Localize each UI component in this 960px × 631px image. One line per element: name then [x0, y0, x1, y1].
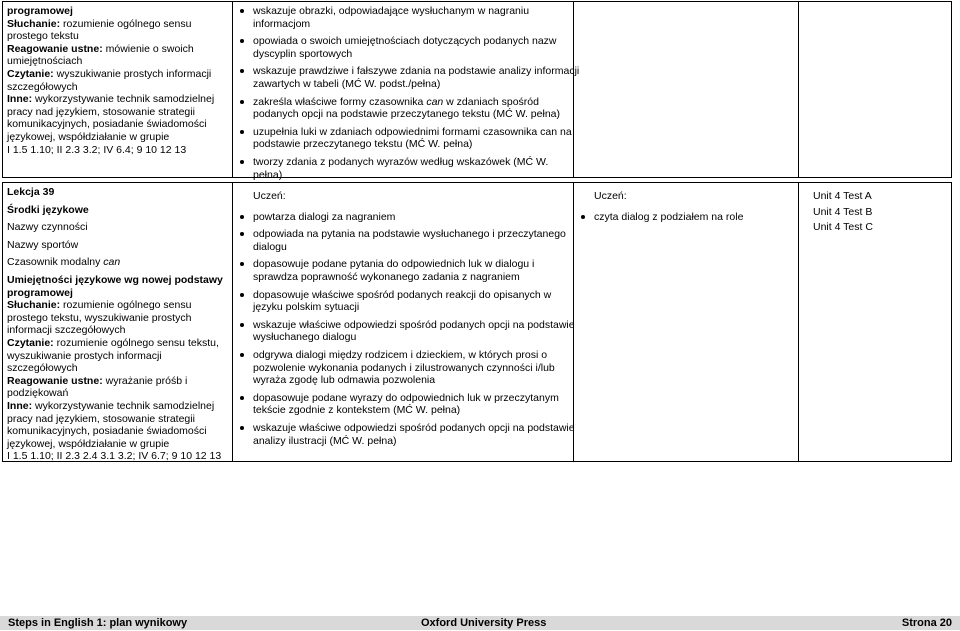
outcome-line: [253, 362, 569, 375]
lesson-39-row: [2, 182, 952, 462]
student-heading-2: Uczeń:: [594, 190, 627, 202]
text-line: [7, 324, 228, 337]
outcome-line: [253, 108, 569, 121]
top-empty-cell-2: [799, 2, 953, 177]
line-text: podanych opcji na podstawie przeczytanego tekstu (MĆ W. pełna): [253, 108, 560, 121]
bold-label: Inne:: [7, 93, 33, 106]
line-text: analizy ilustracji (MĆ W. pełna): [253, 434, 397, 447]
text-line: [7, 400, 228, 413]
outcome-item: [253, 228, 569, 253]
outcome-item: [253, 421, 575, 447]
italic-term: can: [103, 256, 121, 269]
text-line: [7, 425, 228, 438]
footer-page-number: Strona 20: [901, 617, 952, 629]
tests-cell: [799, 183, 953, 461]
line-text: pracy nad językiem, stosowanie strategii: [7, 412, 195, 425]
line-text: rozumienie ogólnego sensu: [60, 17, 192, 30]
text-line: [7, 239, 228, 252]
outcome-line: [253, 258, 569, 271]
outcome-line: [253, 18, 569, 31]
student-heading: Uczeń:: [253, 190, 286, 202]
bold-label: Reagowanie ustne:: [7, 374, 103, 387]
line-text: szczegółowych: [7, 80, 78, 93]
outcome-item: [253, 156, 569, 181]
outcome-item: [253, 349, 569, 387]
bold-label: Słuchanie:: [7, 299, 61, 312]
line-text: podstawie przeczytanego tekstu (MĆ W. pełna): [253, 138, 473, 151]
line-text: informacji szczegółowych: [7, 324, 126, 337]
bold-label: Umiejętności językowe wg nowej podstawy: [7, 273, 223, 286]
outcome-line: [253, 271, 569, 284]
footer-title: Steps in English 1: plan wynikowy: [8, 617, 188, 629]
outcome-line: [253, 5, 569, 18]
outcome-item: [253, 96, 569, 121]
top-empty-cell: [574, 2, 799, 177]
text-line: [7, 131, 228, 144]
text-line: [7, 5, 228, 18]
top-table-fragment: [2, 1, 952, 181]
line-text: wyszukiwanie prostych informacji: [53, 67, 212, 80]
text-line: [7, 256, 228, 269]
line-text: mówienie o swoich: [102, 42, 194, 55]
text-line: [7, 287, 228, 300]
outcome-line: [253, 125, 572, 139]
basic-outcomes-cell: [233, 183, 574, 461]
line-text: umiejętnościach: [7, 55, 83, 68]
outcome-item: [253, 211, 569, 224]
outcome-item: [253, 392, 569, 417]
line-text: dopasowuje podane pytania do odpowiednich luk w dialogu i: [253, 258, 535, 271]
text-line: [7, 144, 228, 157]
outcome-line: [253, 404, 569, 417]
text-line: [7, 274, 228, 287]
line-text: wyrażanie próśb i: [102, 374, 188, 387]
line-text: językowej, współdziałanie w grupie: [7, 130, 170, 143]
text-line: [7, 43, 228, 56]
outcome-line: [253, 301, 569, 314]
text-line: [7, 350, 228, 363]
extended-outcomes-cell: [574, 183, 799, 461]
line-text: językowej, współdziałanie w grupie: [7, 437, 170, 450]
text-line: [7, 387, 228, 400]
bold-label: Reagowanie ustne:: [7, 42, 103, 55]
outcome-line: [253, 374, 569, 387]
line-text: wyraża zgodę lub odmawia pozwolenia: [253, 374, 436, 387]
text-line: [7, 118, 228, 131]
outcome-line: [253, 138, 569, 151]
outcome-item: [594, 211, 794, 224]
bold-label: programowej: [7, 5, 73, 17]
line-text: I 1.5 1.10; II 2.3 2.4 3.1 3.2; IV 6.7; 9 10 12 13: [7, 450, 222, 463]
line-text: szczegółowych: [7, 362, 78, 375]
outcome-item: [253, 65, 580, 90]
text-line: [7, 81, 228, 94]
outcome-item: [253, 258, 569, 283]
outcome-item: [253, 35, 569, 60]
text-line: [7, 450, 228, 463]
text-line: [7, 106, 228, 119]
text-line: [7, 375, 228, 388]
top-skills-cell: [3, 2, 233, 177]
test-item: Unit 4 Test B: [813, 205, 873, 218]
line-text: zakreśla właściwe formy czasownika: [253, 95, 427, 108]
line-text: wykorzystywanie technik samodzielnej: [32, 93, 215, 106]
top-outcomes-cell: [233, 2, 580, 181]
line-text: wykorzystywanie technik samodzielnej: [32, 399, 215, 412]
line-text: powtarza dialogi za nagraniem: [253, 210, 396, 223]
line-text: podziękowań: [7, 387, 69, 400]
outcome-line: [253, 289, 569, 302]
outcome-line: [253, 211, 569, 224]
bold-label: programowej: [7, 286, 73, 299]
outcome-line: [253, 392, 569, 405]
text-line: [7, 221, 228, 234]
line-text: rozumienie ogólnego sensu tekstu,: [53, 336, 219, 349]
text-line: [7, 299, 228, 312]
line-text: pełna): [253, 168, 283, 181]
outcome-line: [253, 35, 569, 48]
outcome-line: [253, 228, 569, 241]
outcome-item: [253, 318, 575, 344]
line-text: wysłuchanego dialogu: [253, 331, 357, 344]
line-text: Nazwy czynności: [7, 221, 88, 234]
text-line: [7, 413, 228, 426]
outcome-line: [253, 349, 569, 362]
outcome-item: [253, 125, 572, 151]
line-text: Nazwy sportów: [7, 238, 79, 251]
outcome-line: [253, 156, 569, 169]
line-text: tekście zgodnie z kontekstem (MĆ W. pełna): [253, 404, 461, 417]
outcome-line: [253, 318, 575, 332]
outcome-line: [253, 435, 569, 448]
line-text: wskazuje prawdziwe i fałszywe zdania na podstawie analizy informacji: [253, 65, 580, 78]
bold-label: Środki językowe: [7, 203, 89, 216]
line-text: dopasowuje podane wyrazy do odpowiednich luk w przeczytanym: [253, 391, 559, 404]
text-line: [7, 362, 228, 375]
test-item: Unit 4 Test C: [813, 221, 873, 234]
outcome-line: [594, 211, 794, 224]
line-text: odpowiada na pytania na podstawie wysłuchanego i przeczytanego: [253, 228, 566, 241]
line-text: komunikacyjnych, posiadanie świadomości: [7, 425, 207, 438]
outcome-line: [253, 78, 569, 91]
line-text: prostego tekstu, wyszukiwanie prostych: [7, 311, 192, 324]
line-text: zawartych w tabeli (MĆ W. podst./pełna): [253, 77, 441, 90]
outcome-line: [253, 65, 580, 78]
outcome-line: [253, 241, 569, 254]
line-text: czyta dialog z podziałem na role: [594, 210, 744, 223]
text-line: [7, 55, 228, 68]
line-text: uzupełnia luki w zdaniach odpowiednimi formami czasownika can na: [253, 125, 572, 138]
outcome-item: [253, 5, 569, 30]
line-text: języku polskim sytuacji: [253, 301, 360, 314]
basic-outcomes-list: [233, 210, 575, 448]
bold-label: Lekcja 39: [7, 186, 55, 198]
outcome-item: [253, 289, 569, 314]
top-outcomes-list: [253, 5, 580, 181]
bold-label: Inne:: [7, 399, 33, 412]
text-line: [7, 438, 228, 451]
line-text: dialogu: [253, 240, 287, 253]
outcome-line: [253, 96, 569, 109]
text-line: [7, 312, 228, 325]
extended-outcomes-list: [574, 211, 794, 224]
line-text: rozumienie ogólnego sensu: [60, 299, 192, 312]
line-text: pozwolenie wykonania podanych i zilustrowanych czynności i/lub: [253, 361, 555, 374]
line-text: komunikacyjnych, posiadanie świadomości: [7, 118, 207, 131]
line-text: wskazuje właściwe odpowiedzi spośród podanych opcji na podstawie: [253, 421, 575, 434]
line-text: wskazuje właściwe odpowiedzi spośród podanych opcji na podstawie: [253, 318, 575, 331]
line-text: wyszukiwanie prostych informacji: [7, 349, 162, 362]
line-text: pracy nad językiem, stosowanie strategii: [7, 105, 195, 118]
line-text: sprawdza poprawność wykonanego zadania z nagraniem: [253, 270, 520, 283]
line-text: wskazuje obrazki, odpowiadające wysłuchanym w nagraniu: [253, 5, 530, 17]
outcome-line: [253, 48, 569, 61]
line-text: Czasownik modalny: [7, 256, 104, 269]
text-line: [7, 204, 228, 217]
line-text: dopasowuje właściwe spośród podanych reakcji do opisanych w: [253, 288, 552, 301]
italic-term: can: [426, 95, 444, 108]
text-line: [7, 18, 228, 31]
outcome-line: [253, 421, 575, 435]
line-text: I 1.5 1.10; II 2.3 3.2; IV 6.4; 9 10 12 13: [7, 143, 187, 156]
test-item: Unit 4 Test A: [813, 190, 872, 202]
footer-publisher: Oxford University Press: [421, 617, 547, 629]
line-text: prostego tekstu: [7, 30, 79, 43]
tests-list: [813, 190, 949, 234]
bold-label: Czytanie:: [7, 67, 54, 80]
bold-label: Czytanie:: [7, 336, 54, 349]
line-text: informacjom: [253, 17, 311, 30]
line-text: w zdaniach spośród: [443, 95, 539, 108]
line-text: odgrywa dialogi między rodzicem i dzieckiem, w których prosi o: [253, 348, 548, 361]
text-line: [7, 30, 228, 43]
text-line: [7, 68, 228, 81]
line-text: dyscyplin sportowych: [253, 47, 353, 60]
text-line: [7, 186, 228, 199]
lesson-content-cell: [3, 183, 233, 461]
text-line: [7, 93, 228, 106]
line-text: opowiada o swoich umiejętnościach dotyczących podanych nazw: [253, 35, 557, 48]
bold-label: Słuchanie:: [7, 17, 61, 30]
line-text: tworzy zdania z podanych wyrazów według wskazówek (MĆ W.: [253, 155, 549, 168]
page-footer: [0, 616, 960, 630]
outcome-line: [253, 331, 569, 344]
text-line: [7, 337, 228, 350]
outcome-line: [253, 169, 569, 182]
